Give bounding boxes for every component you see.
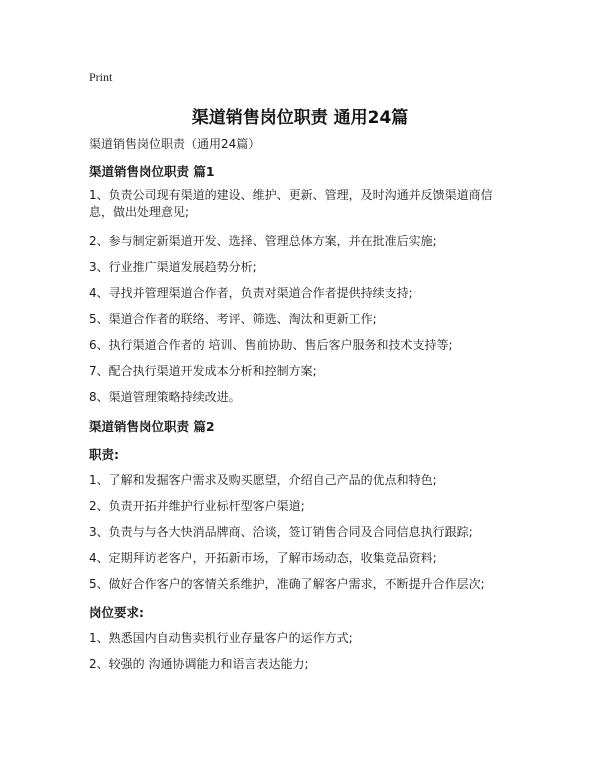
- list-item: 1、熟悉国内自动售卖机行业存量客户的运作方式;: [89, 631, 353, 645]
- list-item: 5、做好合作客户的客情关系维护，准确了解客户需求，不断提升合作层次;: [89, 577, 485, 591]
- list-item: 1、了解和发掘客户需求及购买愿望，介绍自己产品的优点和特色;: [89, 473, 437, 487]
- list-item: 3、行业推广渠道发展趋势分析;: [89, 260, 257, 274]
- print-link[interactable]: Print: [89, 70, 113, 84]
- list-item: 6、执行渠道合作者的 培训、售前协助、售后客户服务和技术支持等;: [89, 338, 453, 352]
- list-item: 8、渠道管理策略持续改进。: [89, 390, 241, 404]
- list-item: 1、负责公司现有渠道的建设、维护、更新、管理，及时沟通并反馈渠道商信息，做出处理意见;: [89, 188, 493, 219]
- list-item: 3、负责与与各大快消品牌商、洽谈，签订销售合同及合同信息执行跟踪;: [89, 525, 473, 539]
- page-title: 渠道销售岗位职责 通用24篇: [191, 108, 409, 128]
- requirements-heading: 岗位要求:: [89, 605, 144, 620]
- document-subtitle: 渠道销售岗位职责（通用24篇）: [89, 137, 261, 151]
- duties-heading: 职责:: [89, 447, 119, 462]
- section-heading-1: 渠道销售岗位职责 篇1: [89, 164, 215, 179]
- list-item: 2、较强的 沟通协调能力和语言表达能力;: [89, 657, 309, 671]
- section-heading-2: 渠道销售岗位职责 篇2: [89, 419, 215, 434]
- list-item: 5、渠道合作者的联络、考评、筛选、淘汰和更新工作;: [89, 312, 377, 326]
- list-item: 2、参与制定新渠道开发、选择、管理总体方案，并在批准后实施;: [89, 234, 437, 248]
- list-item: 4、定期拜访老客户，开拓新市场，了解市场动态，收集竞品资料;: [89, 551, 437, 565]
- list-item: 2、负责开拓并维护行业标杆型客户渠道;: [89, 499, 305, 513]
- list-item: 7、配合执行渠道开发成本分析和控制方案;: [89, 364, 317, 378]
- list-item: 4、寻找并管理渠道合作者，负责对渠道合作者提供持续支持;: [89, 286, 413, 300]
